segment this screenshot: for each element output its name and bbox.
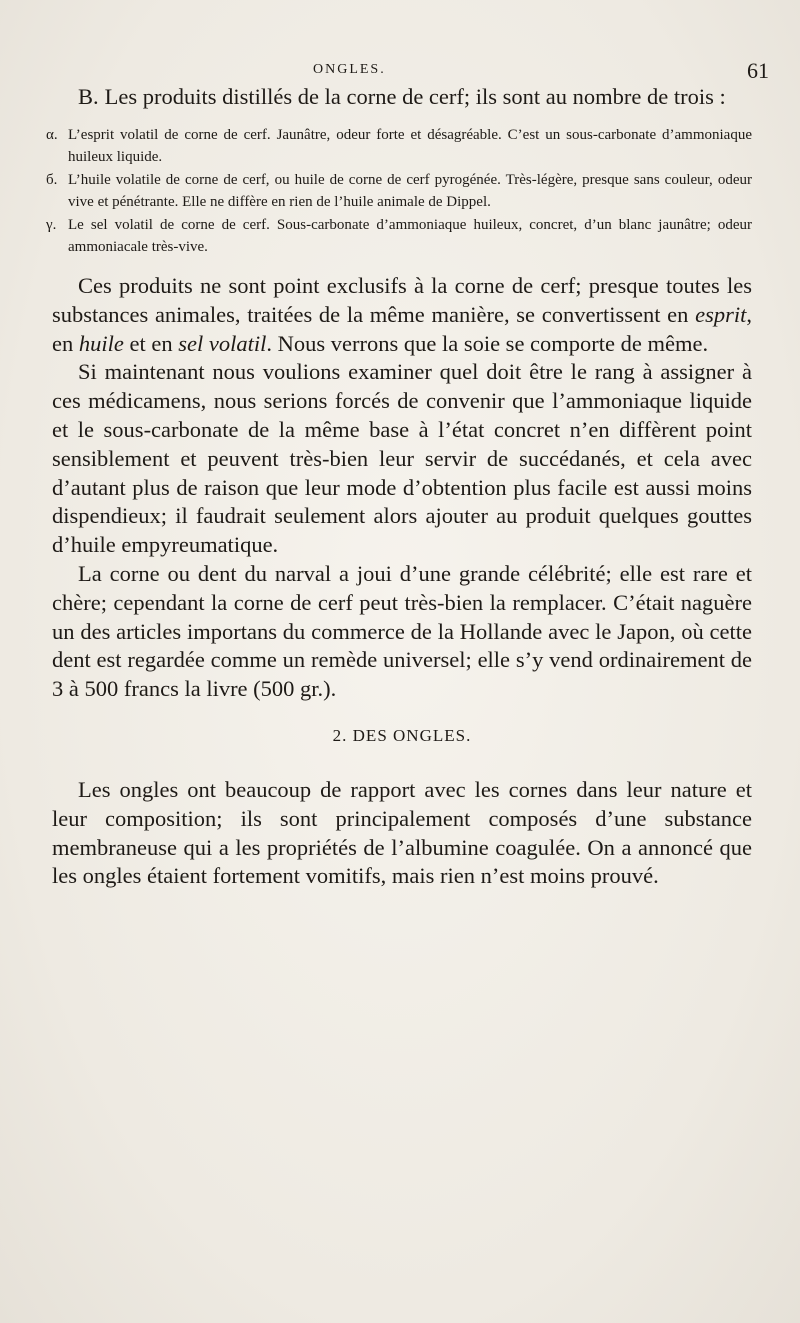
paragraph-narval: La corne ou dent du narval a joui d’une grande célébrité; elle est rare et chère; cependant la corne de cerf peut très-bien la remplacer. C’était naguère un des articles importans du commerce de la Hollande avec le Japon, où cette dent est regardée comme un remède universel; elle s’y vend ordinairement de 3 à 500 francs la livre (500 gr.).	[52, 560, 752, 702]
term-sel-volatil: sel volatil	[178, 330, 267, 356]
products-list	[46, 125, 752, 258]
product-beta-text: L’huile volatile de corne de cerf, ou huile de corne de cerf pyrogénée. Très-légère, presque sans couleur, odeur vive et pénétrante. Elle ne diffère en rien de l’huile animale de Dippel.	[68, 172, 752, 210]
intro-paragraph	[52, 82, 752, 111]
intro-marker: B.	[78, 84, 99, 109]
paragraph-ongles: Les ongles ont beaucoup de rapport avec les cornes dans leur nature et leur composition; ils sont principalement composés d’une substance membraneuse qui a les propriétés de l’albumine coagulée. On a annoncé que les ongles étaient fortement vomitifs, mais rien n’est moins prouvé.	[52, 776, 752, 889]
page-number: 61	[747, 58, 769, 83]
paragraph-exclusifs-part3: et en	[123, 330, 179, 356]
paragraph-exclusifs-part1: Ces produits ne sont point exclusifs à la corne de cerf; presque toutes les substances animales, traitées de la même manière, se convertissent en	[52, 273, 752, 327]
running-title: ONGLES.	[313, 62, 386, 77]
paragraph-exclusifs-part4: . Nous verrons que la soie se comporte de même.	[266, 330, 709, 356]
product-gamma-text: Le sel volatil de corne de cerf. Sous-carbonate d’ammoniaque huileux, concret, d’un blanc jaunâtre; odeur ammoniacale très-vive.	[68, 217, 752, 255]
product-alpha-text: L’esprit volatil de corne de cerf. Jaunâtre, odeur forte et désagréable. C’est un sous-carbonate d’ammoniaque huileux liquide.	[68, 127, 752, 165]
product-gamma	[46, 215, 752, 258]
intro-text: Les produits distillés de la corne de cerf; ils sont au nombre de trois :	[104, 84, 726, 109]
product-beta	[46, 170, 752, 213]
paragraph-exclusifs	[52, 272, 752, 358]
page-content	[46, 82, 752, 891]
term-huile: huile	[78, 330, 124, 356]
product-gamma-marker: γ.	[46, 217, 57, 233]
paragraph-exclusifs-part2: , en	[52, 301, 752, 356]
term-esprit: esprit	[695, 301, 747, 327]
product-alpha-marker: α.	[46, 127, 58, 143]
product-beta-marker: б.	[46, 172, 58, 188]
product-alpha	[46, 125, 752, 168]
paragraph-medicamens: Si maintenant nous voulions examiner quel doit être le rang à assigner à ces médicamens, nous serions forcés de convenir que l’ammoniaque liquide et le sous-carbonate de la même base à l’état concret n’en diffèrent point sensiblement et peuvent très-bien leur servir de succédanés, et cela avec d’autant plus de raison que leur mode d’obtention plus facile est aussi moins dispendieux; il faudrait seulement alors ajouter au produit quelques gouttes d’huile empyreumatique.	[52, 359, 752, 558]
section-title: 2. DES ONGLES.	[332, 725, 472, 745]
